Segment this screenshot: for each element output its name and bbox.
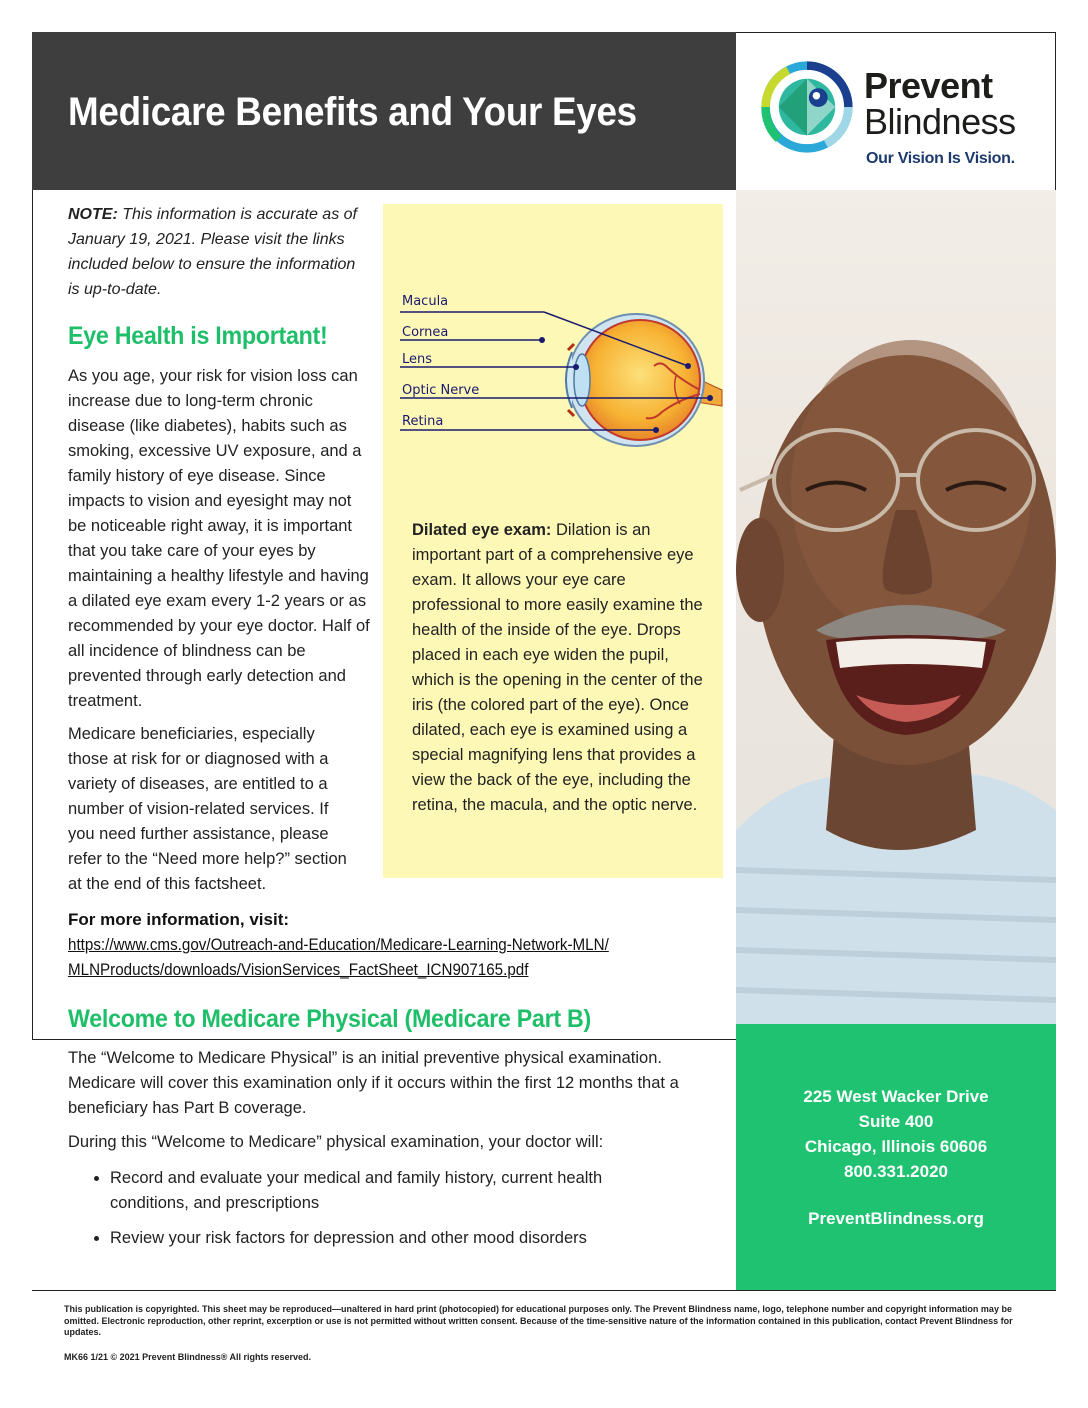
- eye-anatomy-diagram: [396, 280, 726, 460]
- note-label: NOTE:: [68, 206, 118, 223]
- address-suite: Suite 400: [858, 1112, 934, 1131]
- address-street: 225 West Wacker Drive: [803, 1087, 989, 1106]
- list-item: • Record and evaluate your medical and family history, current health conditions, and prescriptions: [110, 1166, 680, 1216]
- phone-number: 800.331.2020: [844, 1162, 948, 1181]
- logo-tagline: Our Vision Is Vision.: [866, 150, 1015, 167]
- diagram-label-retina: Retina: [402, 414, 444, 429]
- diagram-label-optic-nerve: Optic Nerve: [402, 383, 480, 398]
- footer-divider: [32, 1290, 1056, 1291]
- photo-illustration: [736, 190, 1056, 1024]
- website-link[interactable]: PreventBlindness.org: [808, 1209, 984, 1228]
- dilated-exam-label: Dilated eye exam:: [412, 521, 552, 539]
- more-info-label: For more information, visit:: [68, 910, 290, 929]
- eye-health-paragraph-2: Medicare beneficiaries, especially those at risk for or diagnosed with a variety of diseases, are entitled to a number of vision-related services. If you need further assistance, please refer to the “Need more help?” section at the end of this factsheet.: [68, 725, 347, 893]
- welcome-paragraph-2: During this “Welcome to Medicare” physical examination, your doctor will:: [68, 1133, 604, 1151]
- dilated-exam-text: [412, 518, 708, 818]
- prevent-blindness-logo: [760, 58, 1050, 178]
- list-item: • Review your risk factors for depression and other mood disorders: [110, 1226, 680, 1251]
- exam-bullet-list: [86, 1166, 680, 1261]
- welcome-heading: Welcome to Medicare Physical (Medicare Part B): [68, 1005, 591, 1033]
- address-city: Chicago, Illinois 60606: [804, 1137, 988, 1156]
- logo-word-prevent: Prevent: [864, 65, 993, 106]
- logo-eye-icon: [760, 60, 854, 154]
- diagram-label-macula: Macula: [402, 294, 449, 309]
- contact-info-box: [736, 1024, 1056, 1290]
- publication-code-line: MK66 1/21 © 2021 Prevent Blindness® All rights reserved.: [64, 1352, 312, 1362]
- accuracy-note: [68, 202, 368, 302]
- eye-health-heading: Eye Health is Important!: [68, 322, 328, 350]
- welcome-paragraph-1: The “Welcome to Medicare Physical” is an initial preventive physical examination. Medicare will cover this examination only if it occurs within the first 12 months that a beneficiary has Part B coverage.: [68, 1049, 679, 1117]
- diagram-label-lens: Lens: [402, 352, 433, 367]
- note-text: This information is accurate as of January 19, 2021. Please visit the links included below to ensure the information is up-to-date.: [68, 206, 357, 298]
- eye-health-paragraph-1: As you age, your risk for vision loss can increase due to long-term chronic disease (like diabetes), habits such as smoking, excessive UV exposure, and a family history of eye disease. Since impacts to vision and eyesight may not be noticeable right away, it is important that you take care of your eyes by maintaining a healthy lifestyle and having a dilated eye exam every 1-2 years or as recommended by your eye doctor. Half of all incidence of blindness can be prevented through early detection and treatment.: [68, 367, 370, 710]
- diagram-label-cornea: Cornea: [402, 325, 449, 340]
- cms-link-line-1[interactable]: https://www.cms.gov/Outreach-and-Education/Medicare-Learning-Network-MLN/: [68, 936, 609, 954]
- cms-link-line-2[interactable]: MLNProducts/downloads/VisionServices_FactSheet_ICN907165.pdf: [68, 961, 529, 979]
- page-title: Medicare Benefits and Your Eyes: [68, 90, 637, 134]
- dilated-exam-body: Dilation is an important part of a comprehensive eye exam. It allows your eye care professional to more easily examine the health of the inside of the eye. Drops placed in each eye widen the pupil, which is the opening in the center of the iris (the colored part of the eye). Once dilated, each eye is examined using a special magnifying lens that provides a view the back of the eye, including the retina, the macula, and the optic nerve.: [412, 521, 703, 814]
- logo-word-blindness: Blindness: [864, 101, 1016, 142]
- copyright-notice: This publication is copyrighted. This sheet may be reproduced—unaltered in hard print (photocopied) for educational purposes only. The Prevent Blindness name, logo, telephone number and copyright information may be omitted. Electronic reproduction, other reprint, excerption or use is not permitted without written consent. Because of the time-sensitive nature of the information contained in this publication, contact Prevent Blindness for updates.: [64, 1304, 1013, 1337]
- smiling-man-photo: [736, 190, 1056, 1024]
